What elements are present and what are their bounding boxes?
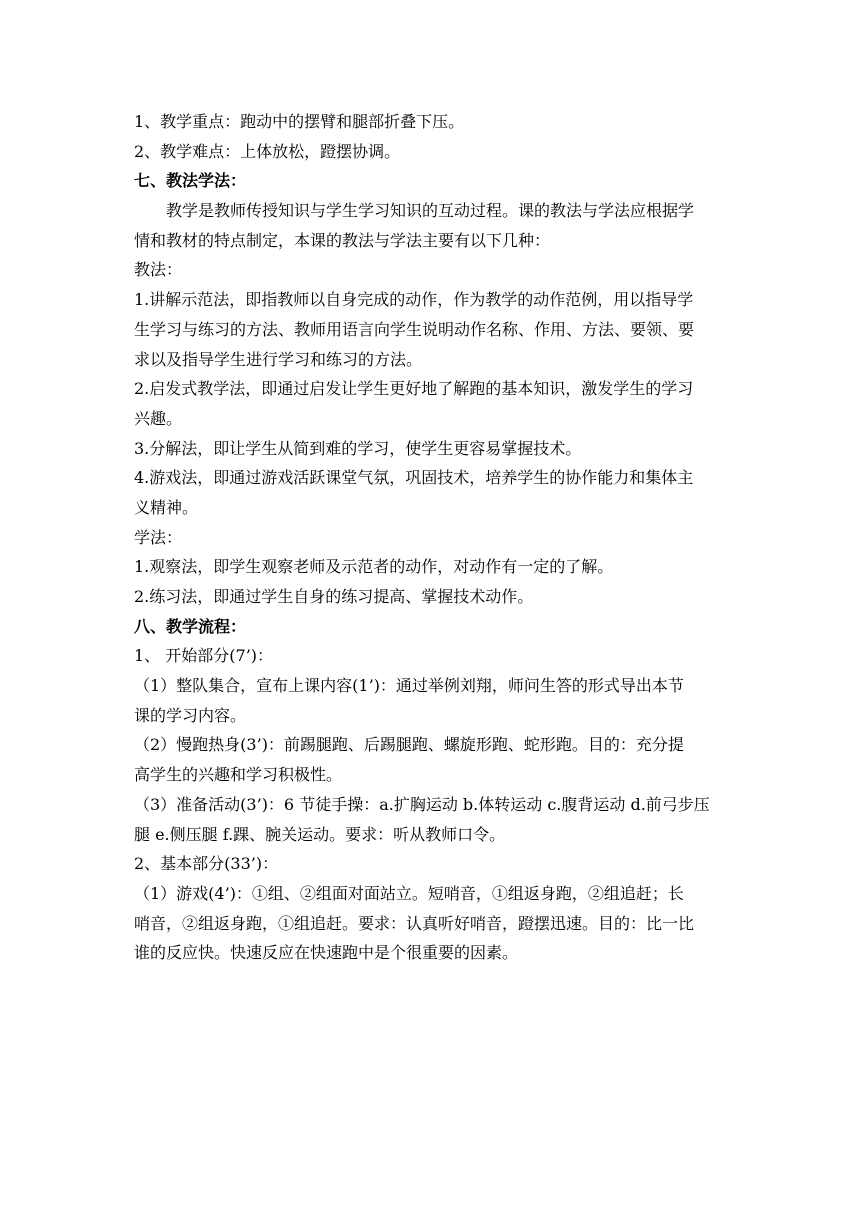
- list-item-line: 兴趣。: [134, 408, 183, 428]
- paragraph-line: 教学是教师传授知识与学生学习知识的互动过程。课的教法与学法应根据学: [166, 201, 695, 221]
- text-line: 2、教学难点：上体放松，蹬摆协调。: [134, 141, 401, 161]
- document-page: [134, 107, 730, 968]
- list-item-line: （1）整队集合，宣布上课内容(1’)：通过举例刘翔，师问生答的形式导出本节: [134, 676, 684, 696]
- list-item-line: 腿 e.侧压腿 f.踝、腕关运动。要求：听从教师口令。: [134, 824, 506, 844]
- paragraph-line: 情和教材的特点制定，本课的教法与学法主要有以下几种：: [134, 230, 551, 250]
- list-item-line: （3）准备活动(3’)：6 节徒手操：a.扩胸运动 b.体转运动 c.腹背运动 d.前弓步压: [134, 794, 710, 814]
- text-line: 1、教学重点：跑动中的摆臂和腿部折叠下压。: [134, 112, 465, 131]
- list-item-line: 高学生的兴趣和学习积极性。: [134, 765, 343, 785]
- list-item-line: 哨音，②组返身跑，①组追赶。要求：认真听好哨音，蹬摆迅速。目的：比一比: [134, 913, 695, 933]
- list-item-line: 4.游戏法，即通过游戏活跃课堂气氛，巩固技术，培养学生的协作能力和集体主: [134, 468, 694, 488]
- list-item-line: 谁的反应快。快速反应在快速跑中是个很重要的因素。: [134, 943, 519, 963]
- list-item-line: 2.练习法，即通过学生自身的练习提高、掌握技术动作。: [134, 587, 534, 606]
- list-item-line: 求以及指导学生进行学习和练习的方法。: [134, 349, 423, 369]
- subheading: 教法：: [134, 260, 183, 280]
- list-item-line: 1.讲解示范法，即指教师以自身完成的动作，作为教学的动作范例，用以指导学: [134, 290, 694, 310]
- section-heading: 七、教法学法：: [134, 171, 247, 191]
- list-item-line: 1、 开始部分(7’)：: [134, 646, 274, 666]
- subheading: 学法：: [134, 527, 183, 547]
- list-item-line: （1）游戏(4’)：①组、②组面对面站立。短哨音，①组返身跑，②组追赶；长: [134, 883, 684, 903]
- list-item-line: 课的学习内容。: [134, 705, 247, 725]
- list-item-line: 2、基本部分(33’)：: [134, 854, 279, 874]
- list-item-line: 1.观察法，即学生观察老师及示范者的动作，对动作有一定的了解。: [134, 557, 614, 577]
- list-item-line: （2）慢跑热身(3’)：前踢腿跑、后踢腿跑、螺旋形跑、蛇形跑。目的：充分提: [134, 735, 684, 755]
- list-item-line: 2.启发式教学法，即通过启发让学生更好地了解跑的基本知识，激发学生的学习: [134, 379, 694, 399]
- list-item-line: 生学习与练习的方法、教师用语言向学生说明动作名称、作用、方法、要领、要: [134, 319, 695, 339]
- list-item-line: 3.分解法，即让学生从简到难的学习，使学生更容易掌握技术。: [134, 438, 582, 458]
- list-item-line: 义精神。: [134, 497, 199, 517]
- section-heading: 八、教学流程：: [134, 616, 247, 636]
